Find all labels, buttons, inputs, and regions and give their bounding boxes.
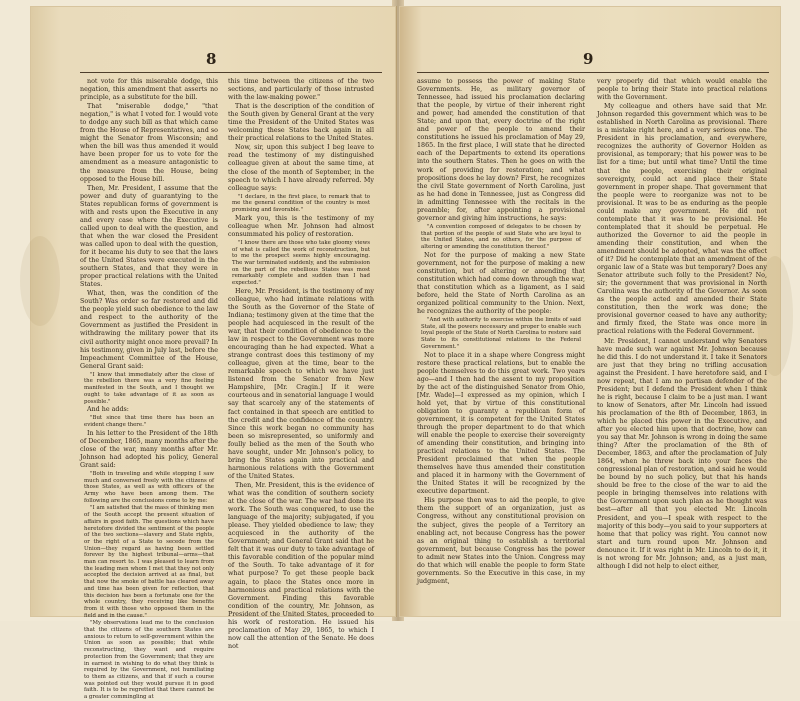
quotation: "I am satisfied that the mass of thinking men of the South accept the present situation of affairs in good faith. The questions which have heretofore divided the sentiment of the people of the two sections—slavery and State rights, or the right of a State to secede from the Union—they regard as having been settled forever by the highest tribunal—arms—that man can resort to. I was pleased to learn from the leading men whom I met that they not only accepted the decision arrived at as final, but that now the smoke of battle has cleared away and time has been given for reflection, that this decision has been a fortunate one for the whole country, they receiving like benefits from it with those who opposed them in the field and in the cause." <box>84 505 214 619</box>
left-page <box>30 6 397 701</box>
quotation: "I declare, in the first place, to remark that to me the general condition of the country is most promising and favorable." <box>232 193 370 214</box>
paragraph: And he adds: <box>87 406 129 414</box>
paragraph: In his letter to the President of the 18th of December, 1865, many months after the close of the war, many months after Mr. Johnson had adopted his policy, General Grant said: <box>80 429 218 469</box>
left-page-column-2 <box>228 78 374 650</box>
paragraph: Now, sir, upon this subject I beg leave to read the testimony of my distinguished colleague given at about the same time, at the close of the month of September, in the speech to which I have already referred. My colleague says: <box>228 144 374 192</box>
header-rule-right <box>417 72 769 73</box>
paragraph: this time between the citizens of the two sections, and particularly of those intrusted with the law-making power." <box>228 78 374 102</box>
quotation: "But since that time there has been an evident change there." <box>84 415 214 428</box>
right-page-column-1 <box>417 78 585 607</box>
quotation: "Both in traveling and while stopping I saw much and conversed freely with the citizens of those States, as well as with officers of the Army who have been among them. The following are the conclusions come to by me: <box>84 470 214 504</box>
paragraph: My colleague and others have said that Mr. Johnson regarded this government which was to be established in North Carolina as provisional. There is a mistake right here, and a very serious one. The President in his proclamation, and everywhere, recognizes the authority of Governor Holden as provisional, as temporary; that his power was to be list for a time; but until what time? Until the time that the people, exercising their original sovereignty, could act and place their State government in proper shape. That government that the people were to reorganize was not to be provisional. It was to be as enduring as the people could make any government. He did not contemplate that it was to be provisional. He contemplated that it should be perpetual. He authorized the Governor to aid the people in amending their constitution, and when the amendment should be adopted, what was the effect of it? Did he contemplate that an amendment of the organic law of a State was but temporary? Does any Senator attribute such folly to the President? No, sir; the government that was provisional in North Carolina was the authority of the Governor. As soon as the people acted and amended their State constitution, then the work was done; the provisional governor ceased to have any authority; and firmly fixed, the State was once more in practical relations with the Federal Government. <box>597 103 767 336</box>
paragraph: Mark you, this is the testimony of my colleague when Mr. Johnson had almost consummated his policy of restoration. <box>228 214 374 238</box>
paragraph: Not for the purpose of making a new State government, not for the purpose of making a new constitution, but of altering or amending that constitution which had come down through the war, that constitution which as a ligament, as I said before, held the State of North Carolina as an organized political community to the Union. Next, he recognizes the authority of the people: <box>417 251 585 315</box>
paragraph: not vote for this miserable dodge, this negation, this amendment that asserts no principle, as a substitute for the bill. <box>80 78 218 102</box>
paragraph: Not to place it in a shape where Congress might restore these practical relations, but to enable the people themselves to do this great work. Two years ago—and I then had the assent to my proposition by the act of the distinguished Senator from Ohio, [Mr. Wade]—I expressed as my opinion, which I hold yet, that by virtue of this constitutional obligation to guaranty a republican form of government, it is competent for the United States through the proper department to do that which will enable the people to exercise their sovereignty of amending their constitution, and bringing into practical relations to the United States. The President proclaimed that when the people themselves have thus amended their constitution and placed it in harmony with the Government of the United States it will be recognized by the executive department. <box>417 351 585 496</box>
right-page <box>399 6 781 617</box>
paragraph: Mr. President, I cannot understand why Senators have made such war against Mr. Johnson because he did this. I do not understand it. I take it Senators are just that they bring no trifling accusation against the President. I have heretofore said, and I now repeat, that I am no partisan defender of the President; but I defend the President when I think he is right, because I claim to be a just man. I want to know of Senators, after Mr. Lincoln had issued his proclamation of the 8th of December, 1863, in which he placed this power in the Executive, and after you elected him upon that doctrine, how can you say that Mr. Johnson is wrong in doing the same thing? After the proclamation of the 8th of December, 1863, and after the proclamation of July 1864, when he threw back into your faces the congressional plan of restoration, and said he would be bound by no such policy, but that his hands should be free to the close of the war to aid the people in bringing themselves into relations with the Government upon such plan as he thought was best—after all that you elected Mr. Lincoln President, and you—I speak with respect to the majority of this body—you said to your supporters at home that that policy was right. You cannot now start and turn round upon Mr. Johnson and denounce it. If it was right in Mr. Lincoln to do it, it is not wrong for Mr. Johnson; and, as a just man, although I did not help to elect either, <box>597 337 767 570</box>
left-page-column-1 <box>80 78 218 701</box>
quotation: "My observations lead me to the conclusion that the citizens of the southern States are anxious to return to self-government within the Union as soon as possible; that while reconstructing, they want and require protection from the Government; that they are in earnest in wishing to do what they think is required by the Government, not humiliating to them as citizens, and that if such a course was pointed out they would pursue it in good faith. It is to be regretted that there cannot be a greater commingling at <box>84 620 214 701</box>
paragraph: Then, Mr. President, this is the evidence of what was the condition of southern society at the close of the war. The war had done its work. The South was conquered, to use the language of the majority; subjugated, if you please. They yielded obedience to law; they acquiesced in the authority of the Government; and General Grant said that he felt that it was our duty to take advantage of this favorable condition of the popular mind of the South. To take advantage of it for what purpose? To get these people back again, to place the States once more in harmonious and practical relations with the Government. Finding this favorable condition of the country, Mr. Johnson, as President of the United States, proceeded to his work of restoration. He issued his proclamation of May 29, 1865, to which I now call the attention of the Senate. He does not <box>228 481 374 650</box>
paragraph: What, then, was the condition of the South? Was order so far restored and did the people yield such obedience to the law and respect to the authority of the Government as justified the President in withdrawing the military power that its civil authority might once more prevail? In his testimony, given in July last, before the Impeachment Committee of the House, General Grant said: <box>80 290 218 370</box>
quotation: "I know that immediately after the close of the rebellion there was a very fine feeling manifested in the South, and I thought we ought to take advantage of it as soon as possible." <box>84 371 214 405</box>
paragraph: That is the description of the condition of the South given by General Grant at the very time the President of the United States was welcoming these States back again in all their practical relations to the United States. <box>228 103 374 143</box>
paragraph: Here, Mr. President, is the testimony of my colleague, who had intimate relations with the South as the Governor of the State of Indiana; testimony given at the time that the people had acquiesced in the result of the war, that their condition of obedience to the law in respect to the Government was more encouraging than he had expected. What a strange contrast does this testimony of my colleague, given at the time, bear to the remarkable speech to which we have just listened from the Senator from New Hampshire, [Mr. Cragin.] If it were courteous and in senatorial language I would say that scarcely any of the statements of fact contained in that speech are entitled to the credit and the confidence of the country. Since this work began no community has been so misrepresented, so uniformly and foully belied as the men of the South who have sought, under Mr. Johnson's policy, to bring the States again into practical and harmonious relations with the Government of the United States. <box>228 287 374 480</box>
paragraph: Then, Mr. President, I assume that the power and duty of guarantying to the States republican forms of government is with and rests upon the Executive in any and every case where the Executive is called upon to deal with the question, and that when the war closed the President was called upon to deal with the question, for it became his duty to see that the laws of the United States were executed in the southern States, and that they were in proper practical relations with the United States. <box>80 184 218 289</box>
paragraph: assume to possess the power of making State Governments. He, as military governor of Tennessee, had issued his proclamation declaring that the people, by virtue of their inherent right and power, had amended the constitution of that State; and upon that, every doctrine of the right and power of the people to amend their constitutions he issued his proclamation of May 29, 1865. In the first place, I will state that he directed each of the Departments to extend its operations into the southern States. Then he goes on with the work of providing for restoration; and what propositions does he lay down? First, he recognizes the civil State government of North Carolina, just as he had done in Tennessee, just as Congress did in admitting Tennessee with the recitals in the preamble; for, after appointing a provisional governor and giving him instructions, he says: <box>417 78 585 222</box>
quotation: "A convention composed of delegates to be chosen by that portion of the people of said State who are loyal to the United States, and no others, for the purpose of altering or amending the constitution thereof." <box>421 223 581 250</box>
page-number-right: 9 <box>583 50 594 68</box>
paragraph: His purpose then was to aid the people, to give them the support of an organization, just as Congress, without any constitutional provision on the subject, gives the people of a Territory an enabling act, not because Congress has the power as an original thing to establish a territorial government, but because Congress has the power to admit new States into the Union. Congress may do that which will enable the people to form State governments. So the Executive in this case, in my judgment, <box>417 497 585 585</box>
header-rule-left <box>80 72 382 73</box>
paper-stain <box>20 236 60 326</box>
paragraph: That "miserable dodge," "that negation," is what I voted for. I would vote to dodge any such bill as that which came from the House of Representatives, and so might the Senator from Wisconsin; and when the bill was thus amended it would have been proper for us to vote for the amendment as a measure antagonistic to the measure from the House, being opposed to the House bill. <box>80 103 218 183</box>
page-number-left: 8 <box>206 50 217 68</box>
paragraph: very properly did that which would enable the people to bring their State into practical relations with the Government. <box>597 78 767 102</box>
quotation: "And with authority to exercise within the limits of said State, all the powers necessary and proper to enable such loyal people of the State of North Carolina to restore said State to its constitutional relations to the Federal Government." <box>421 317 581 350</box>
quotation: "I know there are those who take gloomy views of what is called the work of reconstruction, but to me the prospect seems highly encouraging. The war terminated suddenly, and the submission on the part of the rebellious States was most remarkably complete and sudden than I had expected." <box>232 239 370 287</box>
right-page-column-2 <box>597 78 767 607</box>
